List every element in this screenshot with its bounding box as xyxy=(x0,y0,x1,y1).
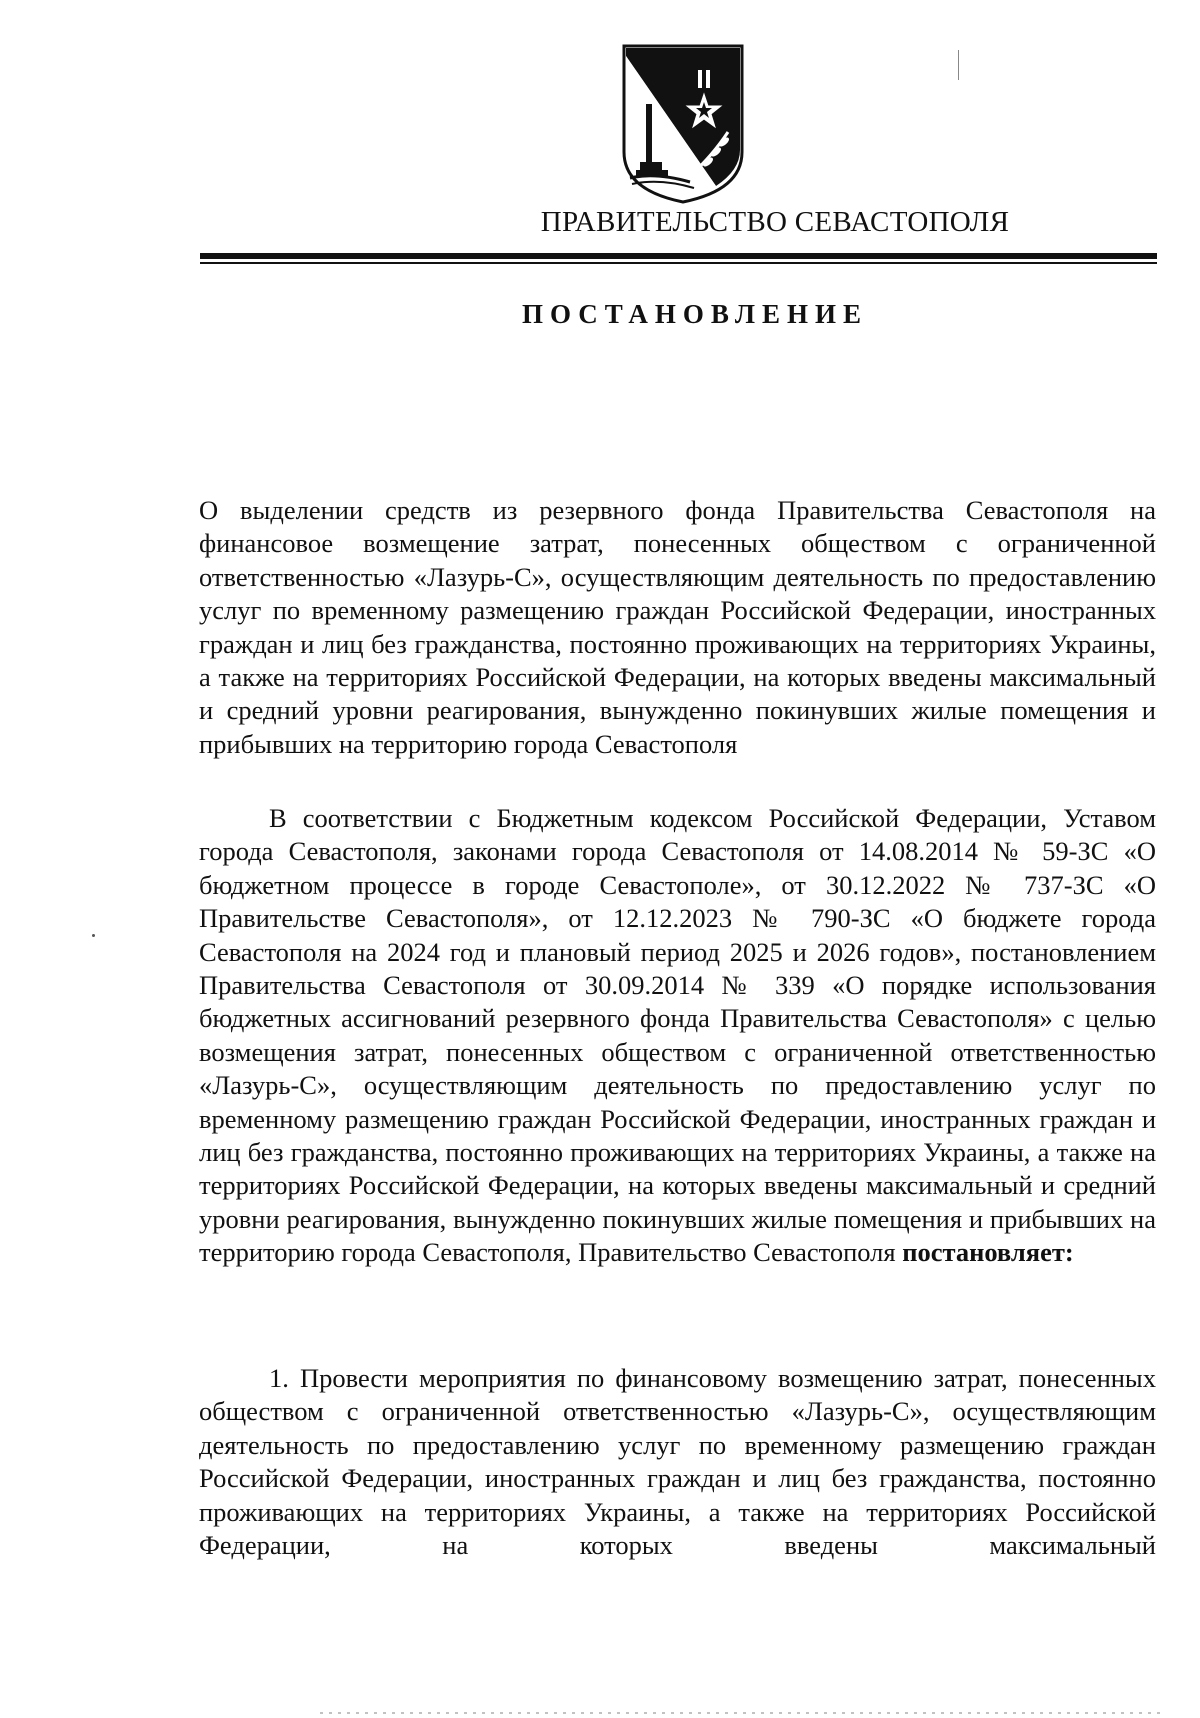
decision-word: постановляет: xyxy=(902,1237,1074,1268)
document-subject: О выделении средств из резервного фонда Правительства Севастополя на финансовое возмещение затрат, понесенных обществом с ограниченной ответственностью «Лазурь-С», осуществляющим деятельность по предоставлению услуг по временному размещению граждан Российской Федерации, иностранных граждан и лиц без гражданства, постоянно проживающих на территориях Украины, а также на территориях Российской Федерации, на которых введены максимальный и средний уровни реагирования, вынужденно покинувших жилые помещения и прибывших на территорию города Севастополя xyxy=(199,495,1156,759)
scan-artifact-dot xyxy=(92,934,95,937)
scan-margin-mark xyxy=(958,50,959,80)
resolution-item-1: 1. Провести мероприятия по финансовому возмещению затрат, понесенных обществом с ограниченной ответственностью «Лазурь-С», осуществляющим деятельность по предоставлению услуг по временному размещению граждан Российской Федерации, иностранных граждан и лиц без гражданства, постоянно проживающих на территориях Украины, а также на территориях Российской Федерации, на которых введены максимальный xyxy=(199,1363,1156,1561)
sevastopol-coat-of-arms-icon xyxy=(620,44,746,204)
scan-artifact-bottom xyxy=(320,1712,1160,1714)
organization-name: ПРАВИТЕЛЬСТВО СЕВАСТОПОЛЯ xyxy=(540,206,1010,238)
preamble-text: В соответствии с Бюджетным кодексом Российской Федерации, Уставом города Севастополя, законами города Севастополя от 14.08.2014 № 59-ЗС «О бюджетном процессе в городе Севастополе», от 30.12.2022 № 737-ЗС «О Правительстве Севастополя», от 12.12.2023 № 790-ЗС «О бюджете города Севастополя на 2024 год и плановый период 2025 и 2026 годов», постановлением Правительства Севастополя от 30.09.2014 № 339 «О порядке использования бюджетных ассигнований резервного фонда Правительства Севастополя» с целью возмещения затрат, понесенных обществом с ограниченной ответственностью «Лазурь-С», осуществляющим деятельность по предоставлению услуг по временному размещению граждан Российской Федерации, иностранных граждан и лиц без гражданства, постоянно проживающих на территориях Украины, а также на территориях Российской Федерации, на которых введены максимальный и средний уровни реагирования, вынужденно покинувших жилые помещения и прибывших на территорию города Севастополя, Правительство Севастополя xyxy=(199,803,1156,1268)
preamble-paragraph xyxy=(199,802,1156,1270)
header-rule-thick xyxy=(200,253,1157,259)
header-rule-thin xyxy=(200,262,1157,264)
document-type-title: ПОСТАНОВЛЕНИЕ xyxy=(521,299,869,329)
